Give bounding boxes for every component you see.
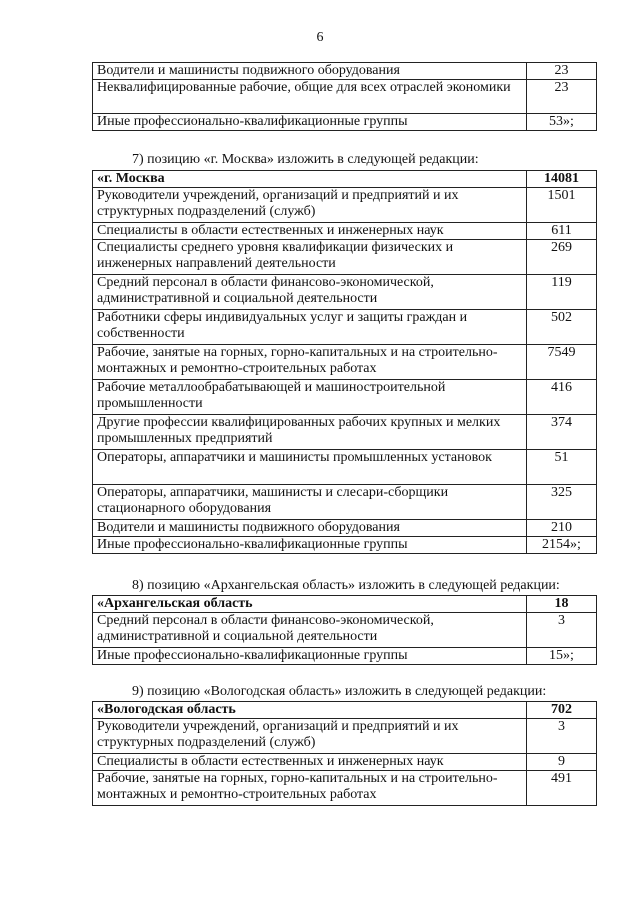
table-header-row	[93, 702, 597, 719]
row-label: Специалисты в области естественных и инженерных наук	[93, 754, 527, 771]
row-value: 3	[527, 719, 597, 754]
row-value: 269	[527, 240, 597, 275]
row-label: Иные профессионально-квалификационные группы	[93, 537, 527, 554]
row-value: 23	[527, 80, 597, 114]
row-label: Руководители учреждений, организаций и предприятий и их структурных подразделений (служб)	[93, 719, 527, 754]
row-value: 502	[527, 310, 597, 345]
region-name: «Вологодская область	[93, 702, 527, 719]
table-row	[93, 188, 597, 223]
section-9-caption: 9) позицию «Вологодская область» изложить в следующей редакции:	[132, 684, 547, 699]
table-row	[93, 63, 597, 80]
row-label: Специалисты в области естественных и инженерных наук	[93, 223, 527, 240]
row-value: 51	[527, 450, 597, 485]
table-arkhangelsk	[92, 595, 597, 665]
table-row	[93, 485, 597, 520]
row-value: 15»;	[527, 648, 597, 665]
row-value: 611	[527, 223, 597, 240]
section-8-caption: 8) позицию «Архангельская область» изложить в следующей редакции:	[132, 578, 560, 593]
table-row	[93, 613, 597, 648]
row-value: 210	[527, 520, 597, 537]
row-value: 416	[527, 380, 597, 415]
region-total: 14081	[527, 171, 597, 188]
region-name: «г. Москва	[93, 171, 527, 188]
row-label: Рабочие металлообрабатывающей и машиностроительной промышленности	[93, 380, 527, 415]
row-value: 119	[527, 275, 597, 310]
table-row	[93, 275, 597, 310]
table-row	[93, 80, 597, 114]
region-total: 18	[527, 596, 597, 613]
table-row	[93, 754, 597, 771]
row-label: Рабочие, занятые на горных, горно-капитальных и на строительно-монтажных и ремонтно-строительных работах	[93, 771, 527, 806]
row-value: 325	[527, 485, 597, 520]
section-7-caption: 7) позицию «г. Москва» изложить в следующей редакции:	[132, 152, 479, 167]
row-value: 53»;	[527, 114, 597, 131]
row-value: 23	[527, 63, 597, 80]
row-label: Операторы, аппаратчики, машинисты и слесари-сборщики стационарного оборудования	[93, 485, 527, 520]
page-number: 6	[316, 30, 324, 45]
row-label: Иные профессионально-квалификационные группы	[93, 648, 527, 665]
table-header-row	[93, 171, 597, 188]
row-label: Средний персонал в области финансово-экономической, административной и социальной деятельности	[93, 613, 527, 648]
row-label: Рабочие, занятые на горных, горно-капитальных и на строительно-монтажных и ремонтно-строительных работах	[93, 345, 527, 380]
table-continuation	[92, 62, 597, 131]
row-value: 9	[527, 754, 597, 771]
table-row	[93, 114, 597, 131]
row-label: Другие профессии квалифицированных рабочих крупных и мелких промышленных предприятий	[93, 415, 527, 450]
row-label: Водители и машинисты подвижного оборудования	[93, 520, 527, 537]
row-label: Средний персонал в области финансово-экономической, административной и социальной деятельности	[93, 275, 527, 310]
row-label: Неквалифицированные рабочие, общие для всех отраслей экономики	[93, 80, 527, 114]
row-label: Руководители учреждений, организаций и предприятий и их структурных подразделений (служб)	[93, 188, 527, 223]
table-row	[93, 771, 597, 806]
table-row	[93, 223, 597, 240]
row-label: Операторы, аппаратчики и машинисты промышленных установок	[93, 450, 527, 485]
table-row	[93, 380, 597, 415]
row-value: 1501	[527, 188, 597, 223]
row-value: 491	[527, 771, 597, 806]
table-row	[93, 240, 597, 275]
region-name: «Архангельская область	[93, 596, 527, 613]
table-row	[93, 520, 597, 537]
table-row	[93, 719, 597, 754]
row-label: Иные профессионально-квалификационные группы	[93, 114, 527, 131]
row-label: Специалисты среднего уровня квалификации физических и инженерных направлений деятельности	[93, 240, 527, 275]
table-row	[93, 450, 597, 485]
table-row	[93, 415, 597, 450]
row-label: Водители и машинисты подвижного оборудования	[93, 63, 527, 80]
table-moscow	[92, 170, 597, 554]
table-row	[93, 648, 597, 665]
row-value: 3	[527, 613, 597, 648]
row-value: 7549	[527, 345, 597, 380]
row-value: 374	[527, 415, 597, 450]
row-label: Работники сферы индивидуальных услуг и защиты граждан и собственности	[93, 310, 527, 345]
table-row	[93, 345, 597, 380]
table-row	[93, 537, 597, 554]
table-vologda	[92, 701, 597, 806]
table-row	[93, 310, 597, 345]
region-total: 702	[527, 702, 597, 719]
table-header-row	[93, 596, 597, 613]
row-value: 2154»;	[527, 537, 597, 554]
